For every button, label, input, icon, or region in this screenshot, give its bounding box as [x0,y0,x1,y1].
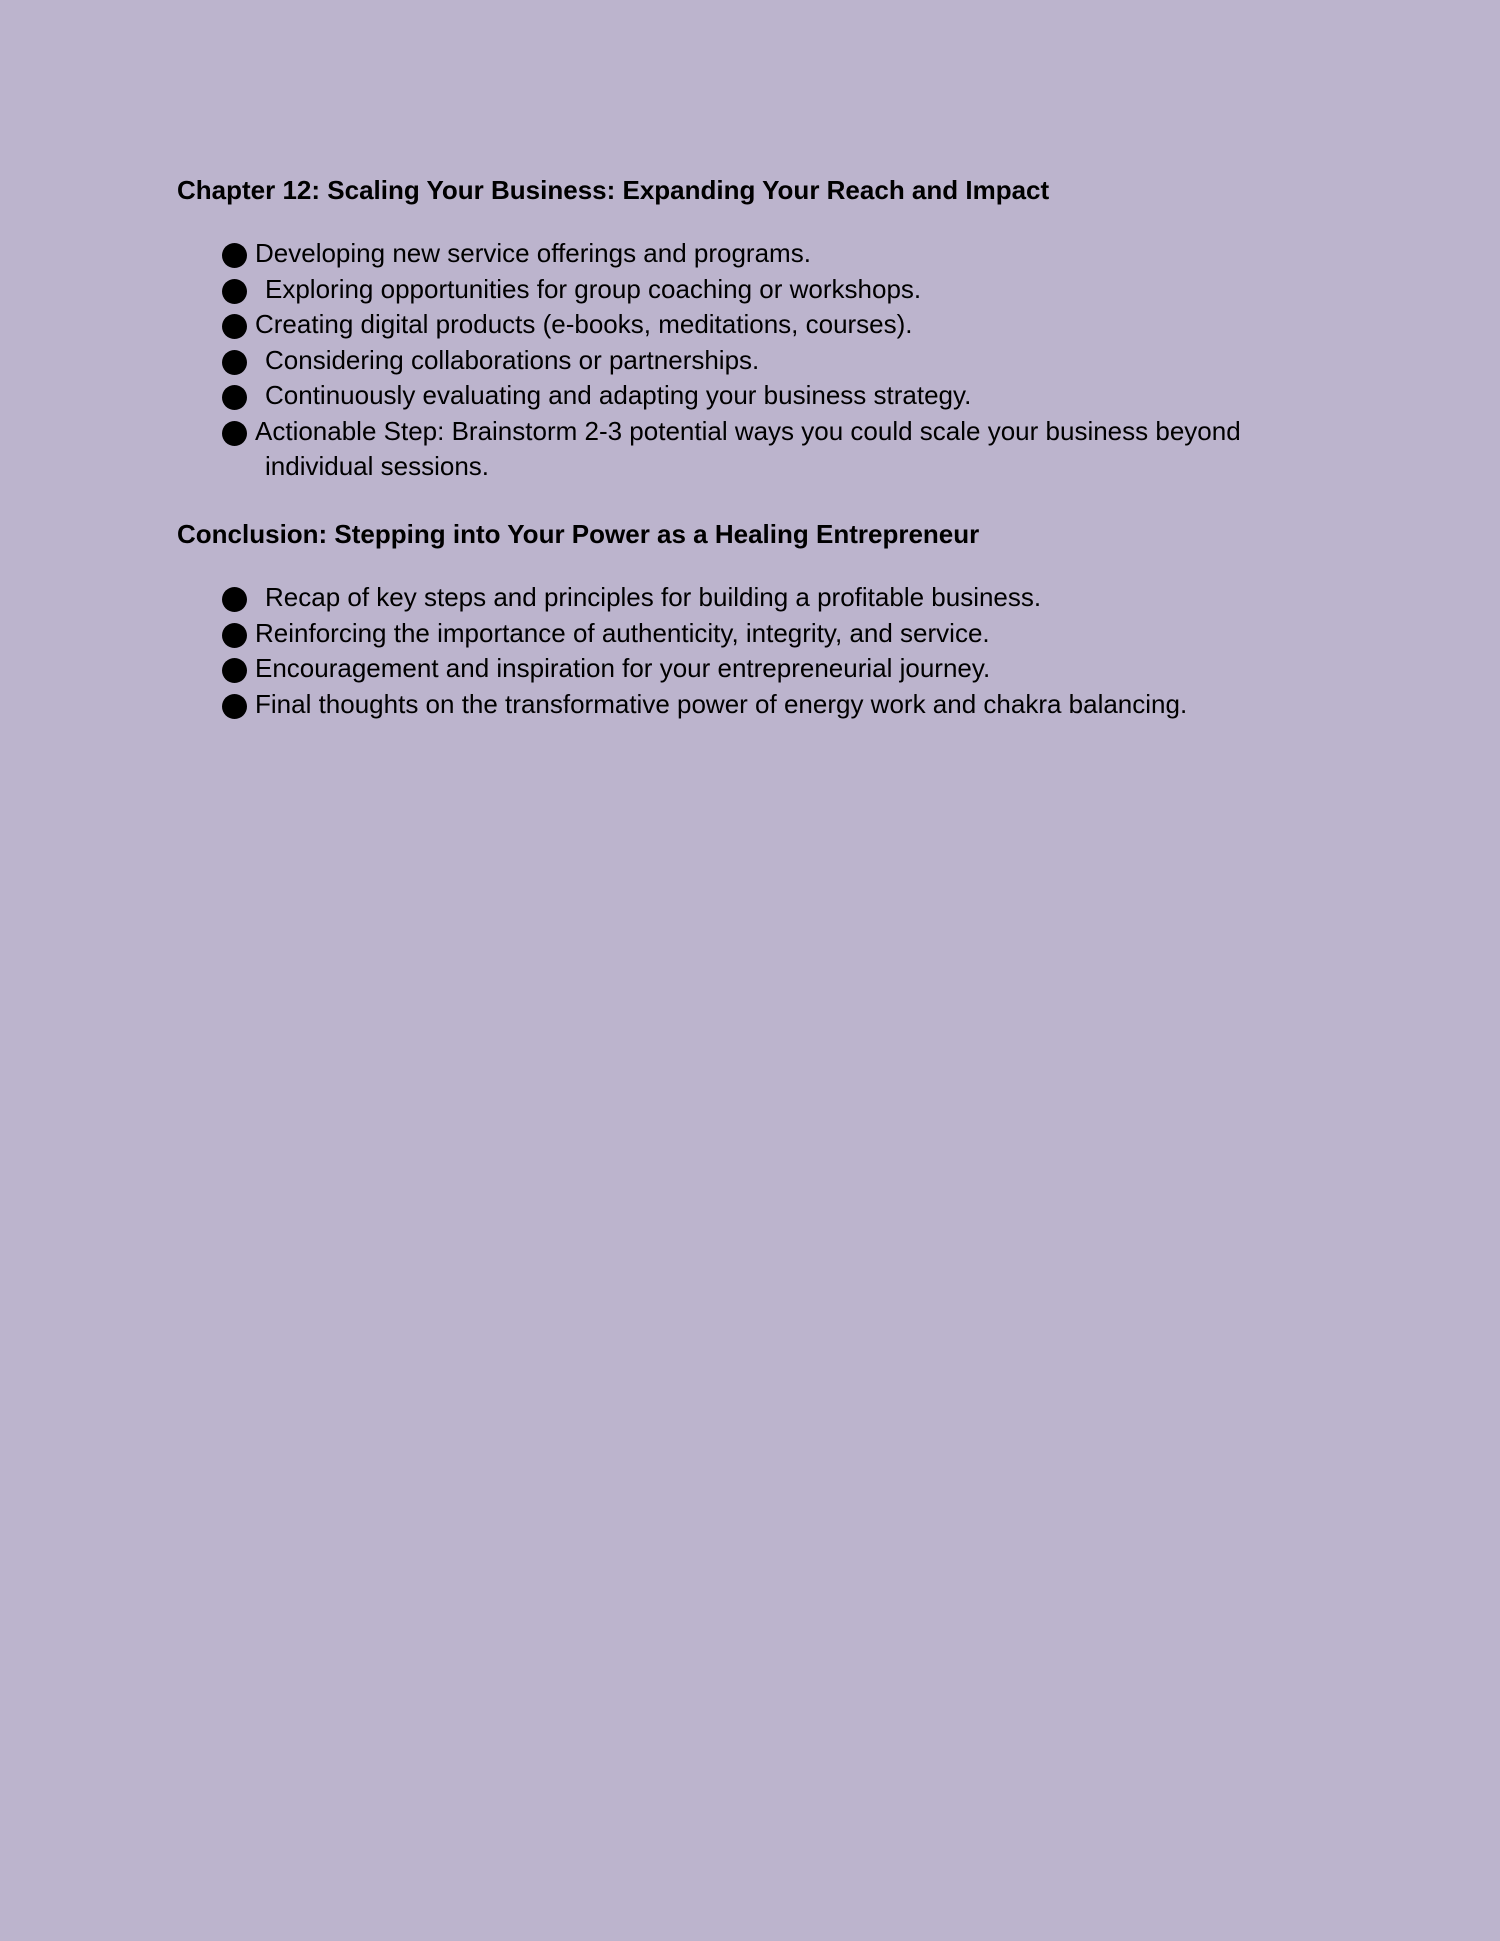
list-item [222,378,1357,414]
list-item-text: Encouragement and inspiration for your entrepreneurial journey. [255,653,991,683]
list-item-text: Continuously evaluating and adapting your business strategy. [265,380,972,410]
conclusion-bullet-list [177,580,1357,722]
bullet-icon [222,385,247,410]
list-item-text: Reinforcing the importance of authenticity, integrity, and service. [255,617,990,648]
list-item-text: Recap of key steps and principles for building a profitable business. [265,582,1042,612]
list-item [222,616,1357,652]
bullet-icon [222,314,247,339]
bullet-icon [222,658,247,683]
list-item [222,307,1357,343]
bullet-icon [222,694,247,719]
list-item-text: Final thoughts on the transformative power of energy work and chakra balancing. [255,688,1188,719]
bullet-icon [222,623,247,648]
list-item [222,580,1357,616]
conclusion-section [177,516,1357,722]
list-item-text: Actionable Step: Brainstorm 2-3 potential ways you could scale your business beyond individual sessions. [255,415,1241,481]
bullet-icon [222,421,247,446]
list-item [222,343,1357,379]
list-item-actionable-step [222,414,1305,485]
bullet-icon [222,350,247,375]
list-item-text: Considering collaborations or partnerships. [265,344,760,375]
list-item-text: Exploring opportunities for group coaching or workshops. [265,273,922,304]
bullet-icon [222,279,247,304]
list-item-text: Developing new service offerings and programs. [255,238,811,268]
bullet-icon [222,587,247,612]
list-item [222,651,1357,687]
list-item [222,687,1357,723]
list-item-text: Creating digital products (e-books, meditations, courses). [255,309,913,339]
chapter-12-bullet-list [177,236,1357,485]
list-item [222,272,1357,308]
chapter-12-heading: Chapter 12: Scaling Your Business: Expanding Your Reach and Impact [177,175,1050,205]
conclusion-heading: Conclusion: Stepping into Your Power as a Healing Entrepreneur [177,519,980,549]
list-item [222,236,1357,272]
chapter-12-section [177,172,1357,485]
bullet-icon [222,243,247,268]
